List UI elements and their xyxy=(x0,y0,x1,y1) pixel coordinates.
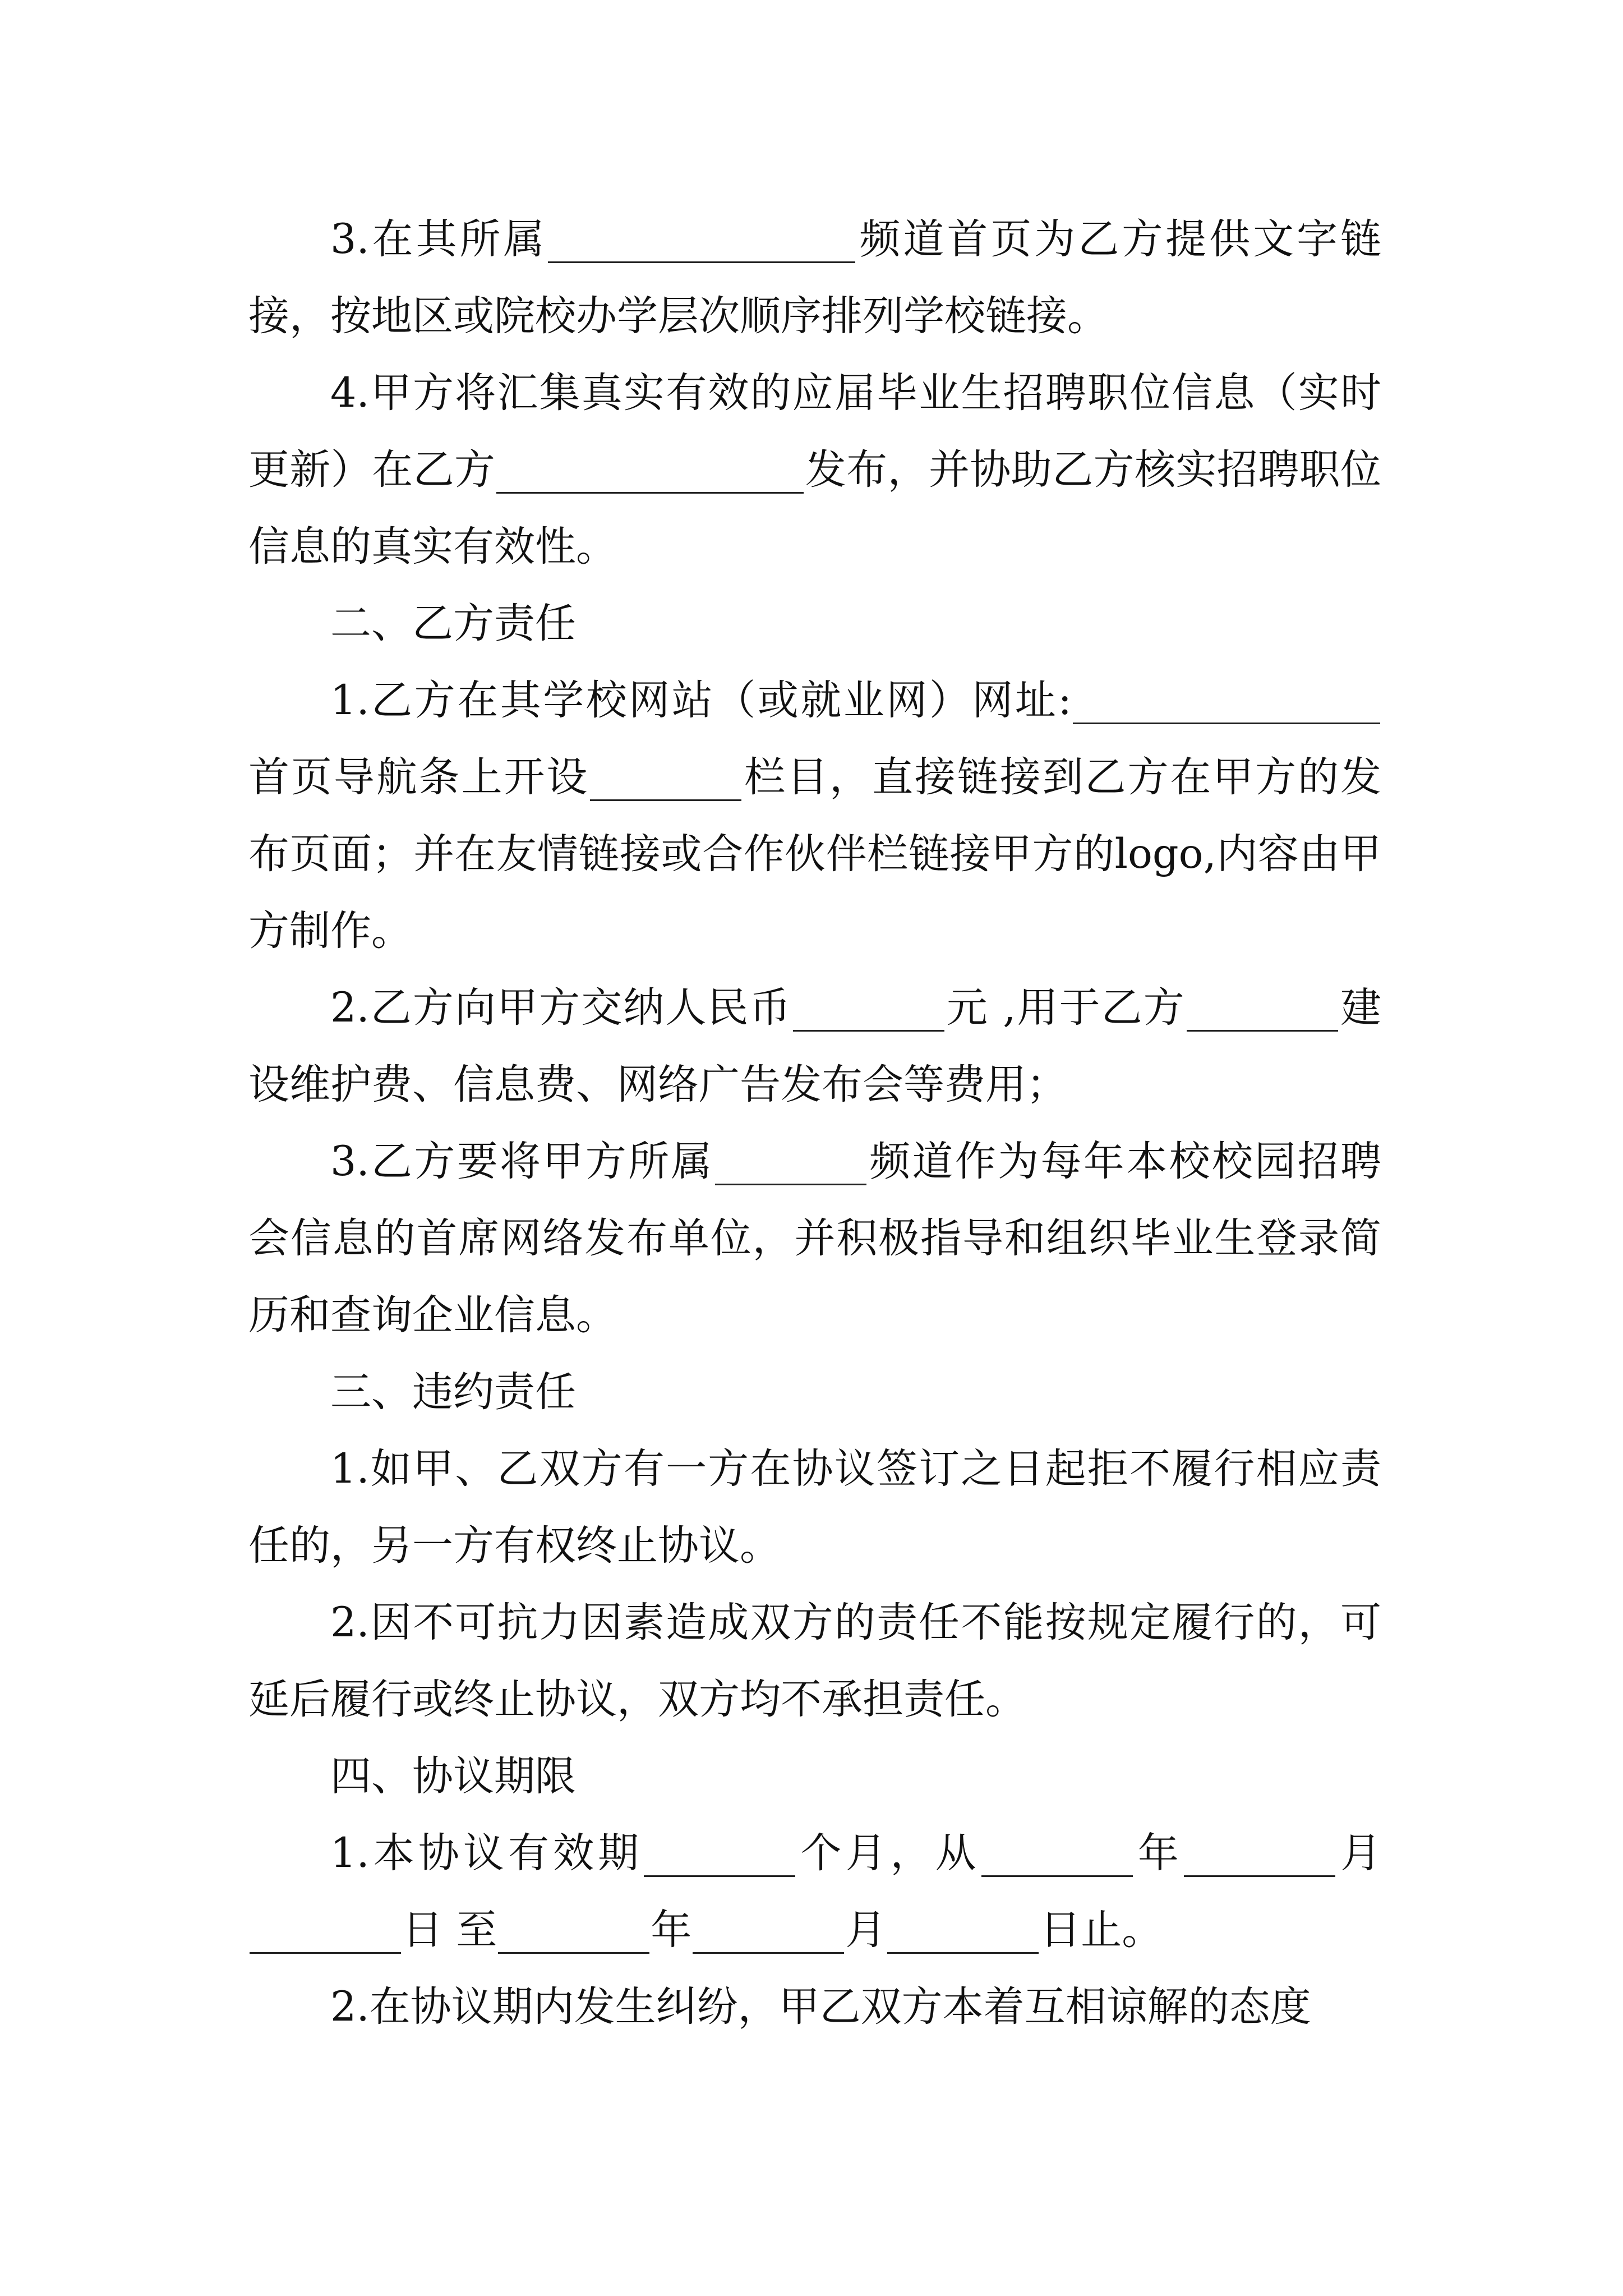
clause-b1-end: 栏目，直接链接到乙方在甲方的发布页面；并在友情链接或合作伙伴栏链接甲方的logo,内容由甲方制作。 xyxy=(248,753,1382,955)
section-heading-4: 四、协议期限 xyxy=(330,1752,576,1800)
clause-a3 xyxy=(248,201,1381,355)
clause-d1-day: 日 至 xyxy=(402,1906,497,1954)
blank-line xyxy=(693,1907,844,1954)
blank-line xyxy=(496,447,804,494)
blank-line xyxy=(548,217,855,263)
blank-line xyxy=(793,985,944,1032)
clause-d1 xyxy=(248,1815,1381,1968)
blank-line xyxy=(1184,1830,1335,1877)
clause-c2: 2.因不可抗力因素造成双方的责任不能按规定履行的，可延后履行或终止协议，双方均不承担责任。 xyxy=(248,1599,1381,1723)
blank-line xyxy=(887,1907,1039,1954)
document-body xyxy=(248,201,1381,2045)
blank-line xyxy=(715,1139,866,1185)
clause-d1-start: 1.本协议有效期 xyxy=(330,1829,643,1877)
clause-a3-end: 频道首页为乙方提供文字链接，按地区或院校办学层次顺序排列学校链接。 xyxy=(248,215,1382,340)
clause-b3-start: 3.乙方要将甲方所属 xyxy=(330,1138,714,1185)
blank-line xyxy=(250,1907,401,1954)
clause-d1-year2: 年 xyxy=(651,1906,692,1954)
clause-a4-end: 发布，并协助乙方核实招聘职位信息的真实有效性。 xyxy=(248,446,1382,570)
blank-line xyxy=(644,1830,795,1877)
clause-b2-start: 2.乙方向甲方交纳人民币 xyxy=(330,984,792,1032)
clause-d1-month2: 月 xyxy=(845,1906,887,1954)
clause-d1-end: 日止。 xyxy=(1040,1906,1163,1954)
blank-line xyxy=(498,1907,649,1954)
blank-line xyxy=(1187,985,1338,1032)
clause-d1-months: 个月，从 xyxy=(796,1829,980,1877)
clause-d2: 2.在协议期内发生纠纷，甲乙双方本着互相谅解的态度 xyxy=(330,1983,1311,2031)
clause-d1-year: 年 xyxy=(1133,1829,1183,1877)
clause-b2 xyxy=(248,969,1381,1123)
clause-d1-month: 月 xyxy=(1336,1829,1382,1877)
section-heading-3: 三、违约责任 xyxy=(330,1368,576,1416)
clause-b2-end: 建设维护费、信息费、网络广告发布会等费用； xyxy=(248,984,1382,1108)
section-heading-2: 二、乙方责任 xyxy=(330,600,576,647)
clause-a4-start: 4.甲方将汇集真实有效的应届毕业生招聘职位信息（实时更新）在乙方 xyxy=(248,369,1381,494)
blank-line xyxy=(981,1830,1133,1877)
clause-b1 xyxy=(248,662,1381,969)
clause-c1: 1.如甲、乙双方有一方在协议签订之日起拒不履行相应责任的，另一方有权终止协议。 xyxy=(248,1445,1381,1570)
blank-line xyxy=(1073,678,1380,724)
clause-b1-mid: 首页导航条上开设 xyxy=(248,753,589,801)
clause-a4 xyxy=(248,355,1381,585)
clause-a3-start: 3.在其所属 xyxy=(330,215,547,263)
clause-b3-end: 频道作为每年本校校园招聘会信息的首席网络发布单位，并积极指导和组织毕业生登录简历和查询企业信息。 xyxy=(248,1138,1381,1339)
blank-line xyxy=(590,754,741,801)
clause-b1-start: 1.乙方在其学校网站（或就业网）网址: xyxy=(330,677,1072,724)
clause-b3 xyxy=(248,1123,1381,1354)
clause-b2-mid: 元 ,用于乙方 xyxy=(945,984,1186,1032)
